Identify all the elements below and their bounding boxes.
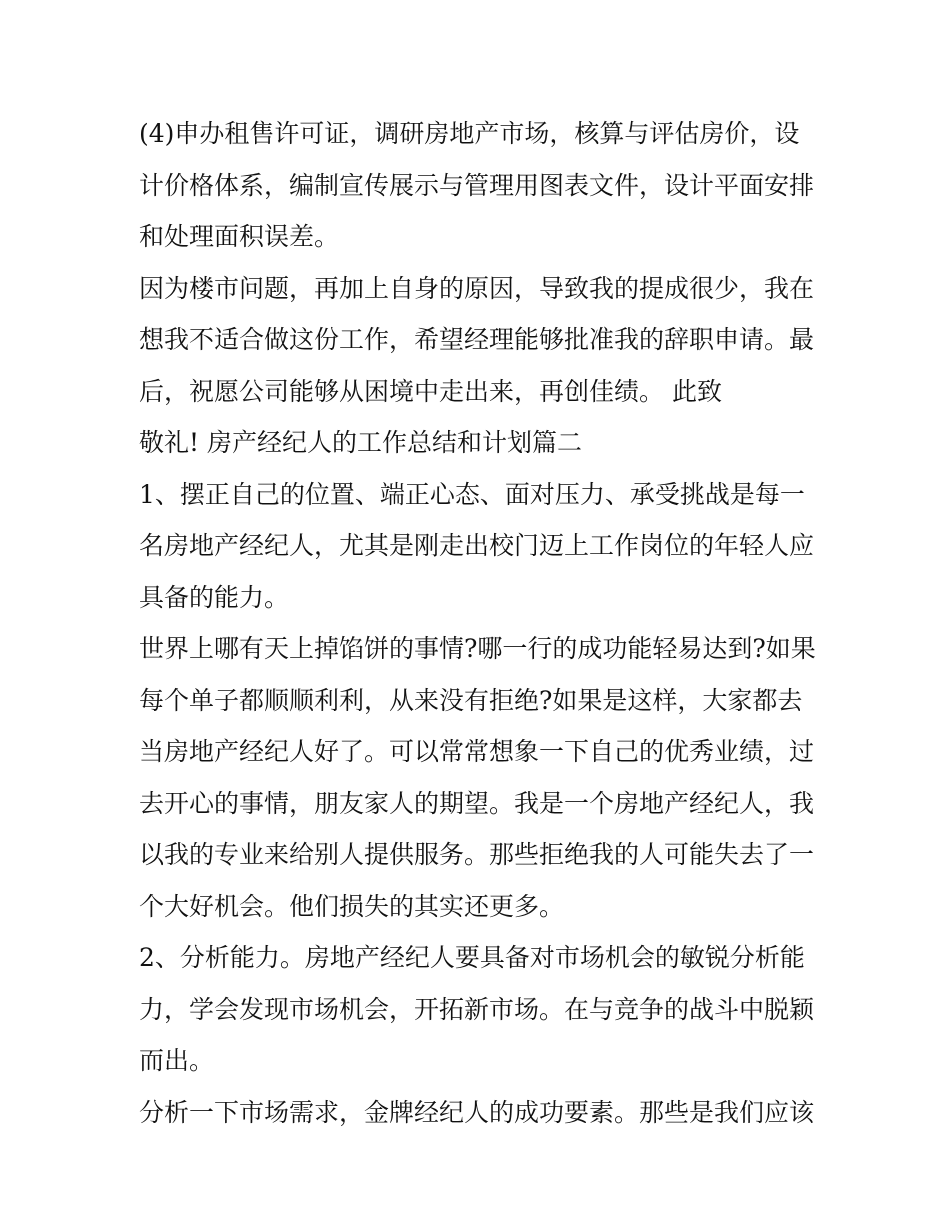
text-line: 力，学会发现市场机会，开拓新市场。在与竞争的战斗中脱颖 bbox=[139, 994, 815, 1024]
document-body bbox=[139, 108, 829, 1138]
text-line: 敬礼! 房产经纪人的工作总结和计划篇二 bbox=[139, 428, 582, 457]
text-line: 每个单子都顺顺利利，从来没有拒绝?如果是这样，大家都去 bbox=[139, 685, 803, 715]
text-line: 世界上哪有天上掉馅饼的事情?哪一行的成功能轻易达到?如果 bbox=[139, 634, 816, 663]
text-line: 后，祝愿公司能够从困境中走出来，再创佳绩。 此致 bbox=[139, 376, 722, 406]
text-line: 去开心的事情，朋友家人的期望。我是一个房地产经纪人，我 bbox=[139, 788, 815, 818]
text-line: 1、摆正自己的位置、端正心态、面对压力、承受挑战是每一 bbox=[139, 479, 805, 509]
text-line: 而出。 bbox=[139, 1046, 215, 1075]
text-line: 当房地产经纪人好了。可以常常想象一下自己的优秀业绩，过 bbox=[139, 737, 815, 766]
text-line: 分析一下市场需求，金牌经纪人的成功要素。那些是我们应该 bbox=[139, 1097, 815, 1127]
text-line: 想我不适合做这份工作，希望经理能够批准我的辞职申请。最 bbox=[139, 325, 815, 354]
text-line: (4)申办租售许可证，调研房地产市场，核算与评估房价，设 bbox=[139, 119, 800, 148]
text-line: 名房地产经纪人，尤其是刚走出校门迈上工作岗位的年轻人应 bbox=[139, 531, 815, 560]
text-line: 以我的专业来给别人提供服务。那些拒绝我的人可能失去了一 bbox=[139, 840, 815, 869]
text-line: 个大好机会。他们损失的其实还更多。 bbox=[139, 891, 565, 921]
text-line: 具备的能力。 bbox=[139, 582, 290, 612]
text-line: 2、分析能力。房地产经纪人要具备对市场机会的敏锐分析能 bbox=[139, 943, 805, 972]
text-line: 计价格体系，编制宣传展示与管理用图表文件，设计平面安排 bbox=[139, 170, 815, 200]
text-line: 因为楼市问题，再加上自身的原因，导致我的提成很少，我在 bbox=[139, 273, 815, 303]
text-line: 和处理面积误差。 bbox=[139, 222, 340, 251]
